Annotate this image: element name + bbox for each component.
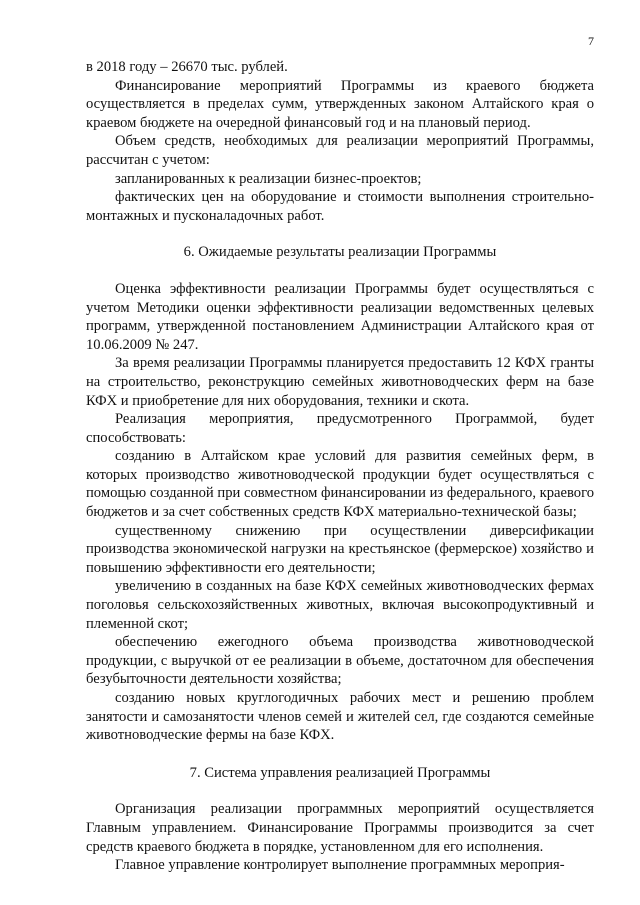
paragraph: запланированных к реализации бизнес-проектов; <box>115 170 422 187</box>
document-body <box>86 58 594 875</box>
paragraph: Реализация мероприятия, предусмотренного Программой, будет способствовать: <box>86 411 594 446</box>
paragraph: Главное управление контролирует выполнение программных мероприя- <box>115 857 565 874</box>
page-number: 7 <box>588 34 594 48</box>
paragraph: созданию новых круглогодичных рабочих мест и решению проблем занятости и самозанятости членов семей и жителей сел, где создаются семейные животноводческие фермы на базе КФХ. <box>86 690 594 744</box>
paragraph: Объем средств, необходимых для реализации мероприятий Программы, рассчитан с учетом: <box>86 133 594 168</box>
section-heading-6: 6. Ожидаемые результаты реализации Программы <box>183 244 497 261</box>
paragraph: существенному снижению при осуществлении диверсификации производства экономической нагрузки на крестьянское (фермерское) хозяйство и повышению эффективности его деятельности; <box>86 522 594 576</box>
paragraph: фактических цен на оборудование и стоимости выполнения строительно-монтажных и пусконаладочных работ. <box>86 189 594 224</box>
paragraph: созданию в Алтайском крае условий для развития семейных ферм, в которых производство животноводческой продукции будет осуществляться с помощью созданной при совместном финансировании из федерального, краевого бюджетов и за счет собственных средств КФХ материально-технической базы; <box>86 448 594 521</box>
paragraph: увеличению в созданных на базе КФХ семейных животноводческих фермах поголовья сельскохозяйственных животных, включая высокопродуктивный и племенной скот; <box>86 578 594 632</box>
paragraph: Организация реализации программных мероприятий осуществляется Главным управлением. Финансирование Программы производится за счет средств краевого бюджета в порядке, установленном для его исполнения. <box>86 801 594 855</box>
paragraph: За время реализации Программы планируется предоставить 12 КФХ гранты на строительство, реконструкцию семейных животноводческих ферм на базе КФХ и приобретение для них оборудования, техники и скота. <box>86 355 594 409</box>
paragraph: обеспечению ежегодного объема производства животноводческой продукции, с выручкой от ее реализации в объеме, достаточном для обеспечения безубыточности деятельности хозяйства; <box>86 634 594 688</box>
section-heading-7: 7. Система управления реализацией Программы <box>189 764 491 781</box>
paragraph: Финансирование мероприятий Программы из краевого бюджета осуществляется в пределах сумм, утвержденных законом Алтайского края о краевом бюджете на очередной финансовый год и на плановый период. <box>86 77 594 131</box>
paragraph: Оценка эффективности реализации Программы будет осуществляться с учетом Методики оценки эффективности реализации ведомственных целевых программ, утвержденной постановлением Администрации Алтайского края от 10.06.2009 № 247. <box>86 280 594 353</box>
paragraph: в 2018 году – 26670 тыс. рублей. <box>86 59 288 75</box>
